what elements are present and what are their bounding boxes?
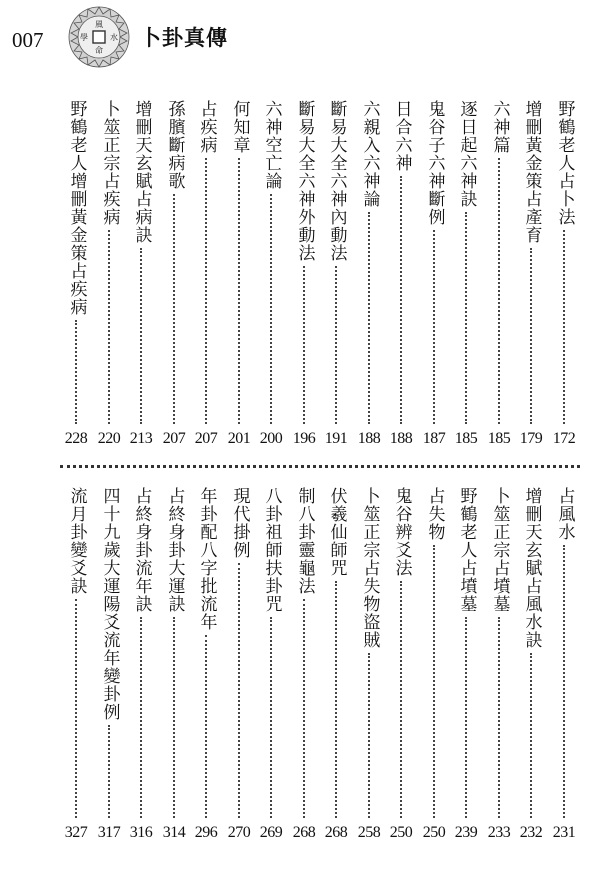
toc-page-number: 316 [129, 824, 153, 841]
toc-entry-title: 八卦祖師扶卦咒 [261, 487, 282, 613]
toc-dot-leader [400, 176, 402, 424]
toc-entry[interactable] [60, 100, 92, 448]
toc-page-number: 317 [97, 824, 121, 841]
toc-page-number: 231 [552, 824, 576, 841]
toc-entry-title: 野鶴老人占墳墓 [456, 487, 477, 613]
toc-page-number: 207 [194, 430, 218, 447]
toc-dot-leader [498, 617, 500, 818]
toc-dot-leader [465, 617, 467, 818]
toc-entry-title: 占風水 [554, 487, 575, 541]
toc-entry[interactable] [483, 100, 515, 448]
toc-dot-leader [108, 230, 110, 424]
toc-entry[interactable] [450, 100, 482, 448]
toc-page-number: 185 [487, 430, 511, 447]
toc-entry[interactable] [125, 487, 157, 842]
book-title: 卜卦真傳 [140, 26, 228, 50]
toc-dot-leader [238, 158, 240, 424]
toc-page-number: 207 [162, 430, 186, 447]
toc-entry[interactable] [125, 100, 157, 448]
toc-entry-title: 斷易大全六神外動法 [294, 100, 315, 262]
toc-page-number: 185 [454, 430, 478, 447]
toc-entry-title: 流月卦變爻訣 [66, 487, 87, 595]
seal-char-left: 學 [80, 33, 88, 42]
toc-entry[interactable] [223, 487, 255, 842]
toc-dot-leader [270, 194, 272, 424]
toc-dot-leader [433, 230, 435, 424]
toc-entry[interactable] [450, 487, 482, 842]
toc-entry[interactable] [353, 487, 385, 842]
toc-dot-leader [75, 320, 77, 424]
toc-entry[interactable] [515, 487, 547, 842]
toc-page-number: 270 [227, 824, 251, 841]
toc-dot-leader [140, 248, 142, 424]
toc-entry[interactable] [515, 100, 547, 448]
toc-entry-title: 增刪黃金策占產育 [521, 100, 542, 244]
toc-dot-leader [270, 617, 272, 818]
seal-char-right: 水 [110, 33, 118, 42]
toc-dot-leader [530, 248, 532, 424]
toc-entry-title: 日合六神 [391, 100, 412, 172]
toc-entry[interactable] [60, 487, 92, 842]
toc-page-number: 191 [324, 430, 348, 447]
toc-entry-title: 現代掛例 [229, 487, 250, 559]
toc-entry-title: 卜筮正宗占失物盜賊 [359, 487, 380, 649]
toc-entry-title: 孫臏斷病歌 [164, 100, 185, 190]
toc-dot-leader [205, 158, 207, 424]
toc-entry-title: 占終身卦流年訣 [131, 487, 152, 613]
toc-page-number: 200 [259, 430, 283, 447]
section-divider [60, 465, 580, 468]
toc-dot-leader [205, 635, 207, 818]
toc-entry-title: 六親入六神論 [359, 100, 380, 208]
toc-entry-title: 逐日起六神訣 [456, 100, 477, 208]
toc-page-number: 268 [324, 824, 348, 841]
toc-page-number: 239 [454, 824, 478, 841]
toc-dot-leader [108, 725, 110, 818]
toc-entry[interactable] [385, 487, 417, 842]
toc-entry[interactable] [255, 487, 287, 842]
toc-dot-leader [563, 230, 565, 424]
toc-entry[interactable] [158, 100, 190, 448]
toc-entry-title: 卜筮正宗占墳墓 [489, 487, 510, 613]
toc-dot-leader [173, 194, 175, 424]
toc-entry[interactable] [288, 100, 320, 448]
toc-entry-title: 六神篇 [489, 100, 510, 154]
toc-entry-title: 伏羲仙師咒 [326, 487, 347, 577]
toc-entry-title: 年卦配八字批流年 [196, 487, 217, 631]
toc-entry[interactable] [255, 100, 287, 448]
toc-dot-leader [140, 617, 142, 818]
toc-dot-leader [238, 563, 240, 818]
toc-dot-leader [335, 266, 337, 424]
toc-page-number: 201 [227, 430, 251, 447]
toc-entry[interactable] [190, 487, 222, 842]
toc-page-number: 172 [552, 430, 576, 447]
toc-entry-title: 鬼谷子六神斷例 [424, 100, 445, 226]
toc-entry-title: 四十九歲大運陽爻流年變卦例 [99, 487, 120, 721]
toc-entry[interactable] [93, 487, 125, 842]
toc-entry-title: 增刪天玄賦占病訣 [131, 100, 152, 244]
toc-dot-leader [400, 581, 402, 818]
toc-entry-title: 卜筮正宗占疾病 [99, 100, 120, 226]
toc-page-number: 296 [194, 824, 218, 841]
seal-char-bottom: 命 [95, 46, 103, 55]
toc-page-number: 220 [97, 430, 121, 447]
page-number: 007 [12, 28, 44, 52]
toc-dot-leader [368, 653, 370, 818]
toc-page-number: 269 [259, 824, 283, 841]
toc-entry-title: 占失物 [424, 487, 445, 541]
toc-entry-title: 六神空亡論 [261, 100, 282, 190]
toc-entry[interactable] [548, 487, 580, 842]
toc-lower-section [60, 487, 580, 842]
toc-entry-title: 斷易大全六神內動法 [326, 100, 347, 262]
toc-page-number: 213 [129, 430, 153, 447]
toc-entry-title: 占終身卦大運訣 [164, 487, 185, 613]
toc-entry-title: 野鶴老人占卜法 [554, 100, 575, 226]
toc-dot-leader [303, 599, 305, 818]
toc-dot-leader [433, 545, 435, 818]
toc-page-number: 188 [357, 430, 381, 447]
toc-entry[interactable] [190, 100, 222, 448]
toc-page-number: 179 [519, 430, 543, 447]
toc-entry-title: 野鶴老人增刪黃金策占疾病 [66, 100, 87, 316]
toc-dot-leader [303, 266, 305, 424]
toc-entry[interactable] [385, 100, 417, 448]
toc-entry-title: 制八卦靈龜法 [294, 487, 315, 595]
toc-entry[interactable] [483, 487, 515, 842]
toc-page-number: 250 [389, 824, 413, 841]
toc-page-number: 327 [64, 824, 88, 841]
seal-char-top: 風 [95, 20, 103, 29]
toc-page-number: 196 [292, 430, 316, 447]
toc-upper-section [60, 100, 580, 448]
toc-entry[interactable] [93, 100, 125, 448]
toc-dot-leader [368, 212, 370, 424]
toc-entry-title: 鬼谷辨爻法 [391, 487, 412, 577]
page-header [0, 0, 614, 80]
toc-entry[interactable] [288, 487, 320, 842]
toc-page-number: 250 [422, 824, 446, 841]
toc-page-number: 187 [422, 430, 446, 447]
toc-entry[interactable] [353, 100, 385, 448]
toc-dot-leader [563, 545, 565, 818]
toc-entry[interactable] [418, 487, 450, 842]
toc-dot-leader [530, 653, 532, 818]
toc-entry[interactable] [320, 100, 352, 448]
toc-entry-title: 增刪天玄賦占風水訣 [521, 487, 542, 649]
toc-entry-title: 何知章 [229, 100, 250, 154]
toc-dot-leader [335, 581, 337, 818]
toc-dot-leader [173, 617, 175, 818]
toc-page-number: 228 [64, 430, 88, 447]
toc-page-number: 268 [292, 824, 316, 841]
toc-page-number: 233 [487, 824, 511, 841]
toc-entry[interactable] [418, 100, 450, 448]
toc-page-number: 314 [162, 824, 186, 841]
toc-page-number: 258 [357, 824, 381, 841]
toc-page-number: 232 [519, 824, 543, 841]
toc-dot-leader [75, 599, 77, 818]
toc-entry[interactable] [158, 487, 190, 842]
coin-seal-logo [68, 6, 130, 68]
toc-page-number: 188 [389, 430, 413, 447]
toc-dot-leader [465, 212, 467, 424]
toc-entry[interactable] [548, 100, 580, 448]
toc-dot-leader [498, 158, 500, 424]
toc-entry[interactable] [320, 487, 352, 842]
toc-entry[interactable] [223, 100, 255, 448]
toc-entry-title: 占疾病 [196, 100, 217, 154]
